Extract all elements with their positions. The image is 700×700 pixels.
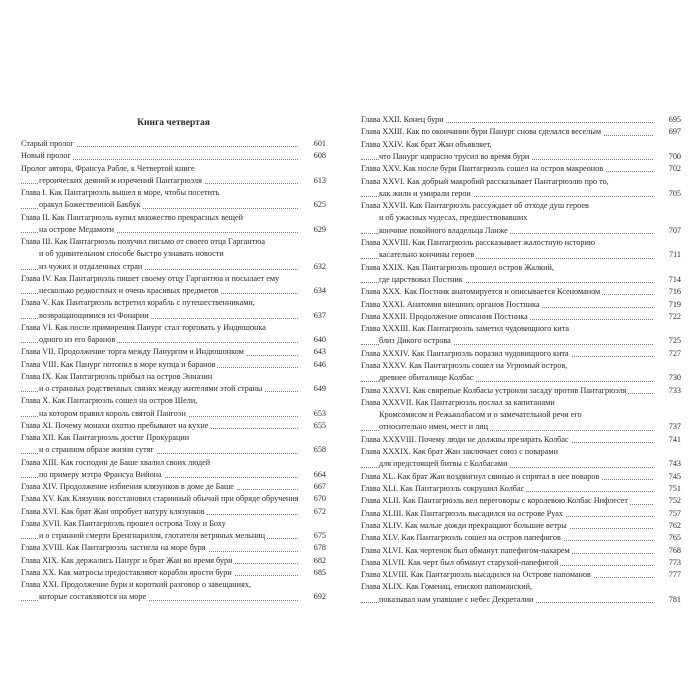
entry-text: Глава XII. Как Пантагрюэль достиг Прокурации [21, 433, 190, 442]
page-number: 632 [311, 261, 326, 273]
entry-title [361, 520, 681, 532]
entry-title-continuation [361, 409, 681, 421]
toc-entry [361, 163, 681, 175]
entry-title [361, 495, 681, 507]
toc-entry [361, 286, 681, 298]
toc-entry [361, 323, 681, 348]
entry-text: Глава XXVII. Как Пантагрюэль рассуждает об отходе душ героев [361, 201, 589, 211]
entry-title [361, 483, 681, 495]
entry-text: Глава XXXIX. Как брат Жан заключает союз с поварами [361, 447, 558, 457]
entry-title-continuation [361, 421, 681, 433]
entry-text: Глава XXXII. Продолжение описания Постника [361, 311, 528, 321]
entry-text: близ Дикого острова [379, 336, 451, 346]
toc-entry [361, 360, 681, 385]
page-number: 768 [666, 545, 681, 557]
entry-text: Глава XIX. Как держались Панург и брат Жан во время бури [21, 555, 233, 565]
entry-text: героических деяний и изречений Пантагрюэля [39, 175, 202, 185]
toc-entry [21, 322, 326, 347]
entry-text: Глава XLI. Как Пантагрюэль сокрушил Колбас [361, 484, 525, 493]
entry-text: из чужих и отдаленных стран [39, 261, 143, 271]
toc-entry [361, 581, 681, 606]
entry-title [361, 237, 681, 249]
entry-title [361, 532, 681, 544]
entry-title [361, 508, 681, 520]
entry-title-continuation [361, 249, 681, 261]
entry-title [21, 432, 326, 444]
entry-title [361, 139, 681, 151]
toc-entry [361, 557, 681, 569]
page-number: 637 [311, 310, 326, 322]
toc-entry [21, 493, 326, 505]
toc-entry [361, 385, 681, 397]
entry-title [361, 163, 681, 175]
page-number: 692 [311, 591, 326, 603]
entry-title [21, 371, 326, 383]
page-number: 730 [666, 372, 681, 384]
page-number: 646 [311, 359, 326, 371]
page-number: 697 [666, 126, 681, 138]
entry-text: Глава XLVIII. Как Пантагрюэль высадился на Острове папоманов [361, 570, 591, 580]
entry-text: Глава XXI. Продолжение бури и короткий разговор о завещаниях, [21, 580, 251, 589]
toc-entry [361, 200, 681, 237]
page-number: 601 [311, 138, 326, 150]
entry-title-continuation [21, 408, 326, 420]
toc-entry [21, 163, 326, 188]
page-number: 643 [311, 346, 326, 358]
entry-text: Кромсомясом и Режьколбасом и о замечательной речи его [379, 410, 582, 420]
entry-text: Глава II. Как Пантагрюэль купил множество прекрасных вещей [21, 212, 243, 222]
entry-title-continuation [21, 175, 326, 187]
toc-entry [21, 555, 326, 567]
entry-text: Глава XIII. Как господин де Баше хвалил своих людей [21, 457, 211, 467]
toc-entry [361, 545, 681, 557]
toc-entry [21, 506, 326, 518]
entry-text: Глава XLVI. Как чертенок был обманут папефигом-пахарем [361, 545, 570, 555]
entry-text: Глава XXX. Как Постник анатомируется и описывается Ксеноманом [361, 287, 601, 297]
entry-title [361, 299, 681, 311]
entry-title [21, 322, 326, 334]
entry-text: и о странной смерти Бренгнарилля, глотателя ветряных мельниц [39, 531, 266, 540]
entry-title-continuation [21, 261, 326, 273]
entry-title-continuation [21, 199, 326, 211]
entry-title [21, 567, 326, 579]
entry-text: Глава XXXIII. Как Пантагрюэль заметил чудовищного кита [361, 324, 570, 334]
entry-title [21, 150, 326, 162]
entry-text: Глава XXVI. Как добрый макробий рассказывает Пантагрюэлю про то, [361, 176, 609, 186]
entry-text: Пролог автора, Франсуа Рабле, к Четвертой книге [21, 163, 195, 173]
entry-title [21, 273, 326, 285]
page-number: 777 [666, 569, 681, 581]
entry-title [361, 311, 681, 323]
page-number: 672 [311, 506, 326, 518]
entry-text: Старый пролог [21, 139, 74, 148]
page-number: 678 [311, 542, 326, 554]
page-number: 707 [666, 225, 681, 237]
toc-entry [361, 237, 681, 262]
toc-entry [361, 569, 681, 581]
entry-title [21, 212, 326, 224]
entry-text: и об ужасных чудесах, предшествовавших [379, 213, 528, 223]
page-number: 649 [311, 383, 326, 395]
entry-title [361, 348, 681, 360]
entry-title-continuation [21, 334, 326, 346]
page-number: 752 [666, 495, 681, 507]
toc-entry [361, 139, 681, 164]
entry-title [361, 114, 681, 126]
toc-entry [21, 420, 326, 432]
toc-entry [361, 311, 681, 323]
entry-text: оракул Божественной Бакбук [39, 200, 141, 210]
page-number: 664 [311, 469, 326, 481]
toc-entry [21, 212, 326, 237]
entry-title [21, 187, 326, 199]
entry-title [21, 138, 326, 150]
toc-entry [361, 114, 681, 126]
entry-title [21, 457, 326, 469]
entry-title [361, 200, 681, 212]
entry-title [361, 176, 681, 188]
page-number: 725 [666, 335, 681, 347]
toc-entry [21, 542, 326, 554]
page-number: 653 [311, 408, 326, 420]
entry-title-continuation [361, 225, 681, 237]
entry-title [361, 126, 681, 138]
toc-entry [361, 176, 681, 201]
entry-title-continuation [21, 530, 326, 542]
entry-text: Глава XVIII. Как Пантагрюэль застигла на море буря [21, 543, 206, 553]
page-number: 745 [666, 471, 681, 483]
entry-text: Глава XXIII. Как по окончании бури Панург снова сделался веселым [361, 127, 602, 137]
entry-text: касательно кончины героев [379, 250, 475, 260]
entry-title [21, 163, 326, 175]
toc-entry [361, 532, 681, 544]
entry-text: Глава XVII. Как Пантагрюэль прошел острова Тоху и Боху [21, 518, 226, 528]
page-number: 625 [311, 199, 326, 211]
entry-text: и о странном образе жизни сутяг [39, 445, 154, 455]
entry-title-continuation [361, 458, 681, 470]
entry-text: относительно имен, мест и лиц [379, 422, 489, 432]
page-number: 670 [311, 493, 326, 505]
entry-title [361, 545, 681, 557]
entry-text: Глава XXXV. Как Пантагрюэль сошел на Угрюмый остров, [361, 361, 568, 370]
toc-entry [21, 457, 326, 482]
entry-text: Глава XVI. Как брат Жан опробует натуру клязунков [21, 506, 205, 516]
entry-text: Глава X. Как Пантагрюэль сошел на остров Шели, [21, 396, 198, 406]
entry-title-continuation [361, 212, 681, 224]
entry-title-continuation [361, 151, 681, 163]
toc-entry [361, 508, 681, 520]
toc-entry [361, 262, 681, 287]
page-number: 716 [666, 286, 681, 298]
page-number: 727 [666, 348, 681, 360]
entry-title [21, 493, 326, 505]
entry-text: Глава XLIV. Как малые дожди прекращают большие ветры [361, 520, 567, 530]
toc-entry [21, 150, 326, 162]
entry-title [21, 395, 326, 407]
page-number: 781 [666, 594, 681, 606]
entry-title [21, 518, 326, 530]
entry-title-continuation [361, 594, 681, 606]
entry-text: и о странных родственных связях между жителями этой страны [39, 384, 263, 393]
toc-entry [361, 126, 681, 138]
entry-title [361, 360, 681, 372]
entry-text: на острове Медамоти [39, 224, 114, 234]
entry-text: Глава XXVIII. Как Пантагрюэль рассказывает жалостную историю [361, 238, 595, 247]
entry-title [21, 579, 326, 591]
toc-entry [361, 434, 681, 446]
page-number: 722 [666, 311, 681, 323]
toc-entry [21, 481, 326, 493]
entry-title-continuation [21, 310, 326, 322]
toc-entry [21, 138, 326, 150]
entry-text: Глава XXV. Как после бури Пантагрюэль сошел на остров макреонов [361, 164, 604, 174]
entry-text: Глава VII. Продолжение торга между Панургом и Индюшонком [21, 347, 244, 357]
entry-text: Глава XXXIV. Как Пантагрюэль поразил чудовищного кита [361, 348, 569, 358]
entry-title [361, 262, 681, 274]
entry-title-continuation [21, 383, 326, 395]
page-number: 667 [311, 481, 326, 493]
entry-text: по примеру мэтра Франсуа Вийона [39, 469, 162, 479]
page-number: 757 [666, 508, 681, 520]
entry-text: что Панург напрасно трусил во время бури [379, 151, 530, 161]
entry-title-continuation [21, 469, 326, 481]
entry-text: где царствовал Постник [379, 274, 463, 284]
page-number: 700 [666, 151, 681, 163]
toc-entry [361, 483, 681, 495]
page-number: 741 [666, 434, 681, 446]
entry-text: одного из его баранов [39, 335, 116, 344]
entry-title-continuation [21, 248, 326, 260]
entry-text: Глава XXXVIII. Почему люди не должны презирать Колбас [361, 434, 569, 444]
entry-text: Глава XLV. Как Пантагрюэль сошел на остров папефигов [361, 533, 561, 543]
entry-title [21, 506, 326, 518]
page-number: 705 [666, 188, 681, 200]
entry-text: на котором правил король святой Пангоэн [39, 408, 186, 418]
entry-title-continuation [21, 591, 326, 603]
entry-title-continuation [21, 285, 326, 297]
page-number: 733 [666, 385, 681, 397]
toc-entry [21, 432, 326, 457]
entry-text: Глава XIV. Продолжение избиения клязунков в доме де Баше [21, 482, 234, 491]
entry-text: которые составляются на море [39, 592, 147, 602]
entry-text: Глава XXIX. Как Пантагрюэль прошел остров Жалкий, [361, 262, 554, 272]
page-number: 719 [666, 299, 681, 311]
entry-text: Глава IV. Как Пантагрюэль пишет своему отцу Гаргантюа и посылает ему [21, 273, 280, 283]
entry-text: для предстоящей битвы с Колбасами [379, 459, 508, 469]
toc-entry [21, 273, 326, 298]
entry-title [361, 286, 681, 298]
toc-entry [21, 518, 326, 543]
entry-title [21, 359, 326, 371]
entry-text: Глава XXII. Конец бури [361, 115, 444, 124]
page-number: 711 [666, 249, 681, 261]
entry-text: Глава IX. Как Пантагрюэль прибыл на остров Энназин [21, 371, 213, 381]
page-number: 682 [311, 555, 326, 567]
toc-entry [361, 348, 681, 360]
toc-entry [21, 359, 326, 371]
entry-text: показывал нам упавшие с небес Декреталии [379, 594, 534, 604]
page-number: 695 [666, 114, 681, 126]
entry-text: Глава I. Как Пантагрюэль вышел в море, чтобы посетить [21, 188, 220, 197]
entry-title [361, 385, 681, 397]
entry-title [21, 420, 326, 432]
entry-text: как жили и умирали герои [379, 188, 471, 198]
toc-entry [361, 299, 681, 311]
toc-entry [21, 297, 326, 322]
entry-title [361, 397, 681, 409]
toc-entry [21, 567, 326, 579]
entry-title-continuation [361, 335, 681, 347]
entry-title-continuation [21, 444, 326, 456]
page-number: 613 [311, 175, 326, 187]
page-number: 702 [666, 163, 681, 175]
toc-entry [361, 495, 681, 507]
entry-title [21, 555, 326, 567]
page-number: 751 [666, 483, 681, 495]
entry-text: Глава XXXVII. Как Пантагрюэль послал за капитанами [361, 397, 555, 407]
page-number: 675 [311, 530, 326, 542]
entry-title [21, 297, 326, 309]
entry-text: кончине покойного владельца Ланже [379, 225, 508, 235]
toc-entry [21, 236, 326, 273]
entry-text: Глава VI. Как после примирения Панург стал торговать у Индюшонка [21, 322, 266, 332]
entry-text: Глава XI. Почему монахи охотно пребывают на кухне [21, 420, 209, 430]
entry-title [361, 434, 681, 446]
entry-title [21, 481, 326, 493]
toc-entry [361, 520, 681, 532]
page-number: 608 [311, 150, 326, 162]
page-number: 762 [666, 520, 681, 532]
page-number: 685 [311, 567, 326, 579]
entry-text: Глава XXIV. Как брат Жан объявляет, [361, 139, 492, 149]
entry-text: Глава III. Как Пантагрюэль получил письмо от своего отца Гаргантюа [21, 237, 265, 246]
toc-entry [21, 187, 326, 212]
page-number: 629 [311, 224, 326, 236]
toc-entry [21, 371, 326, 396]
entry-title [361, 557, 681, 569]
page-number: 655 [311, 420, 326, 432]
toc-entry [21, 579, 326, 604]
entry-title-continuation [361, 274, 681, 286]
entry-text: Глава XXXVI. Как свирепые Колбасы устроили засаду против Пантагрюэля [361, 385, 627, 395]
entry-title [361, 446, 681, 458]
page-number: 714 [666, 274, 681, 286]
entry-text: Глава V. Как Пантагрюэль встретил корабль с путешественниками, [21, 298, 255, 308]
entry-title-continuation [21, 224, 326, 236]
entry-title [21, 236, 326, 248]
entry-title [21, 346, 326, 358]
entry-text: Глава XX. Как матросы предоставляют корабли ярости бури [21, 567, 232, 577]
entry-text: Глава VIII. Как Панург потопил в море купца и баранов [21, 359, 216, 369]
page-number: 640 [311, 334, 326, 346]
entry-text: Глава XV. Как Клязуник восстановил старинный обычай при обряде обручения [21, 494, 299, 504]
entry-text: Глава XXXI. Анатомия внешних органов Постника [361, 299, 540, 309]
entry-title [361, 569, 681, 581]
entry-text: Глава XLVII. Как черт был обманут старухой-папефигой [361, 557, 559, 567]
entry-title [361, 581, 681, 593]
toc-entry [361, 397, 681, 434]
toc-entry [361, 446, 681, 471]
entry-text: Глава XL. Как брат Жан воздвигнул свинью и спрятал в нее поваров [361, 471, 600, 481]
page-number: 765 [666, 532, 681, 544]
entry-text: и об удивительном способе быстро узнавать новости [39, 249, 224, 259]
entry-text: возвращающимися из Фонарии [39, 310, 149, 320]
entry-title [361, 471, 681, 483]
entry-title-continuation [361, 188, 681, 200]
entry-text: древнее обиталище Колбас [379, 373, 474, 383]
entry-title [21, 542, 326, 554]
toc-entry [21, 395, 326, 420]
entry-title-continuation [361, 372, 681, 384]
page-number: 634 [311, 285, 326, 297]
entry-text: Глава XLII. Как Пантагрюэль вел переговоры с королевою Колбас Нифлесет [361, 496, 628, 506]
page-number: 658 [311, 444, 326, 456]
entry-text: Глава XLIII. Как Пантагрюэль высадился на острове Руах [361, 508, 563, 518]
page-number: 737 [666, 421, 681, 433]
entry-text: несколько редкостных и очень красивых предметов [39, 286, 219, 295]
entry-text: Глава XLIX. Как Гоменац, епископ папоманский, [361, 582, 533, 592]
entry-text: Новый пролог [21, 151, 71, 161]
page-number: 743 [666, 458, 681, 470]
page-number: 773 [666, 557, 681, 569]
entry-title [361, 323, 681, 335]
section-heading: Книга четвертая [137, 118, 210, 128]
toc-entry [361, 471, 681, 483]
toc-entry [21, 346, 326, 358]
